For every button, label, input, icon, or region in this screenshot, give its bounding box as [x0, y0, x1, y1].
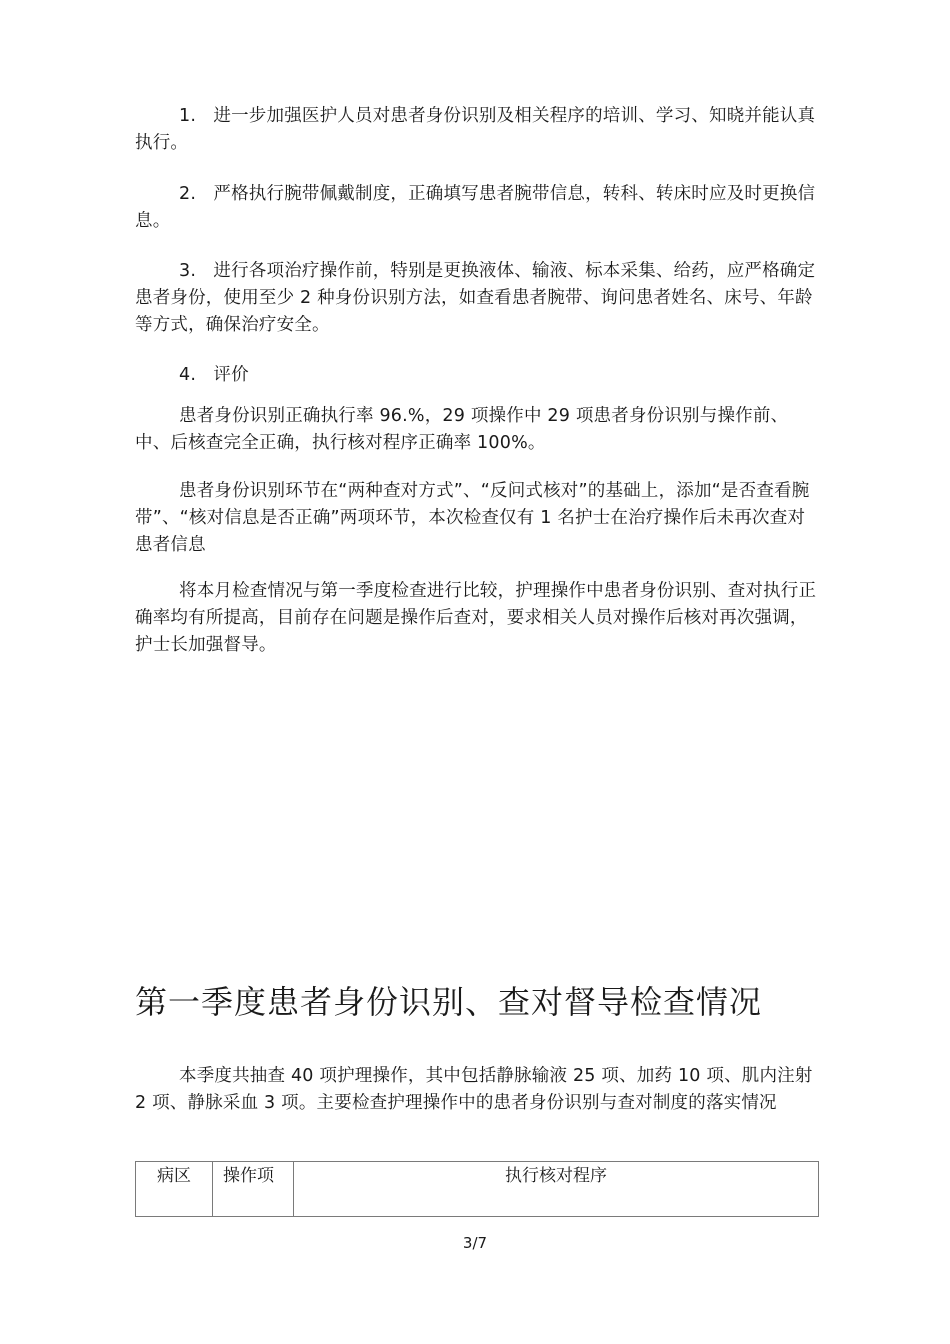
section-title: 第一季度患者身份识别、查对督导检查情况	[135, 983, 763, 1021]
list-item-1	[135, 103, 820, 157]
list-text: 严格执行腕带佩戴制度，正确填写患者腕带信息，转科、转床时应及时更换信息。	[135, 184, 816, 231]
header-check-procedure: 执行核对程序	[294, 1162, 819, 1217]
list-item-2	[135, 181, 820, 235]
evaluation-paragraph-2: 患者身份识别环节在“两种查对方式”、“反问式核对”的基础上，添加“是否查看腕带”、“核对信息是否正确”两项环节，本次检查仅有 1 名护士在治疗操作后未再次查对患者信息	[135, 481, 810, 555]
section-intro: 本季度共抽查 40 项护理操作，其中包括静脉输液 25 项、加药 10 项、肌内注射 2 项、静脉采血 3 项。主要检查护理操作中的患者身份识别与查对制度的落实情况	[135, 1066, 813, 1113]
evaluation-paragraph-3: 将本月检查情况与第一季度检查进行比较，护理操作中患者身份识别、查对执行正确率均有所提高，目前存在问题是操作后查对，要求相关人员对操作后核对再次强调，护士长加强督导。	[135, 581, 817, 655]
evaluation-paragraph-1: 患者身份识别正确执行率 96.%，29 项操作中 29 项患者身份识别与操作前、中、后核查完全正确，执行核对程序正确率 100%。	[135, 406, 789, 453]
header-operation: 操作项	[213, 1162, 294, 1217]
list-item-3	[135, 258, 820, 339]
list-text: 进一步加强医护人员对患者身份识别及相关程序的培训、学习、知晓并能认真执行。	[135, 106, 816, 153]
list-item-4	[135, 362, 820, 389]
header-ward: 病区	[136, 1162, 213, 1217]
list-number: 2.	[179, 184, 197, 204]
table-header-row	[136, 1162, 819, 1217]
inspection-table	[135, 1161, 819, 1217]
page-number: 3/7	[462, 1234, 488, 1252]
list-number: 4.	[179, 365, 197, 385]
list-text: 评价	[213, 365, 249, 385]
list-number: 1.	[179, 106, 197, 126]
list-text: 进行各项治疗操作前，特别是更换液体、输液、标本采集、给药，应严格确定患者身份，使用至少 2 种身份识别方法，如查看患者腕带、询问患者姓名、床号、年龄等方式，确保治疗安全。	[135, 261, 816, 335]
list-number: 3.	[179, 261, 197, 281]
